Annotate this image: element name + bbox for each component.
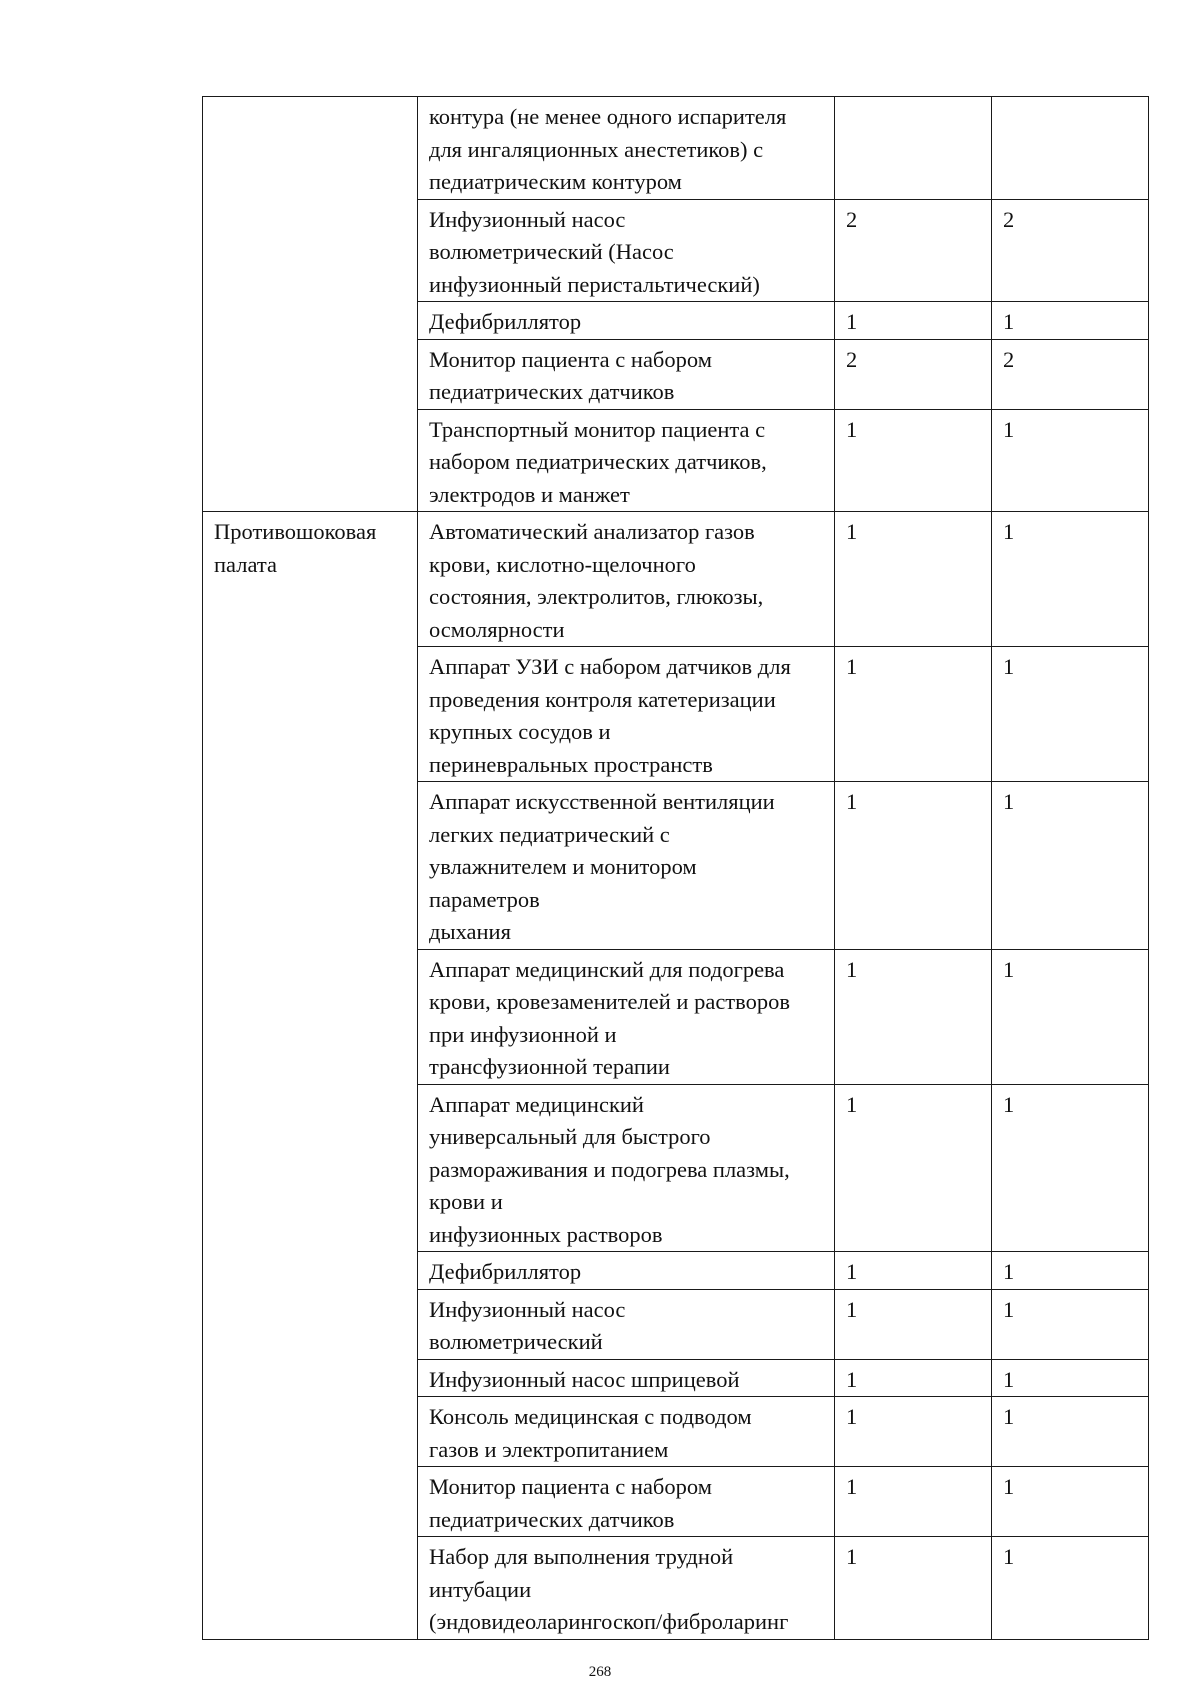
equipment-name-line: универсальный для быстрого	[429, 1124, 711, 1149]
equipment-name-cell	[418, 782, 835, 950]
room-name-line: Противошоковая	[214, 519, 377, 544]
equipment-name-line: легких педиатрический с	[429, 821, 670, 847]
equipment-name-line: Инфузионный насос	[429, 1296, 626, 1322]
table-row	[203, 97, 1149, 200]
quantity-cell: 1	[835, 1359, 992, 1397]
equipment-name-line: педиатрических датчиков	[429, 1506, 675, 1532]
document-page	[202, 96, 1148, 1640]
quantity-cell: 1	[992, 1537, 1149, 1640]
quantity-cell: 2	[835, 339, 992, 409]
equipment-name-line: Монитор пациента с набором	[429, 1474, 712, 1499]
equipment-name-line: Дефибриллятор	[429, 309, 582, 334]
quantity-cell: 1	[992, 1289, 1149, 1359]
equipment-name-line: Монитор пациента с набором	[429, 346, 712, 372]
equipment-name-cell	[418, 1084, 835, 1252]
equipment-name-line: Транспортный монитор пациента с	[429, 416, 766, 442]
equipment-name-cell	[418, 512, 835, 647]
equipment-name-line: крови и	[429, 1189, 503, 1214]
equipment-name-line: проведения контроля катетеризации	[429, 686, 776, 712]
equipment-name-line: Аппарат медицинский	[429, 1091, 644, 1117]
quantity-cell: 1	[835, 302, 992, 340]
equipment-table-body	[203, 97, 1149, 1640]
equipment-name-line: осмолярности	[429, 616, 565, 642]
quantity-cell: 1	[835, 409, 992, 512]
equipment-name-line: при инфузионной и	[429, 1021, 617, 1047]
equipment-name-line: педиатрическим контуром	[429, 169, 682, 194]
equipment-name-line: (эндовидеоларингоскоп/фиброларинг	[429, 1609, 789, 1634]
equipment-table	[202, 96, 1149, 1640]
quantity-cell: 1	[992, 782, 1149, 950]
quantity-cell: 1	[992, 1359, 1149, 1397]
equipment-name-cell	[418, 409, 835, 512]
equipment-name-line: Консоль медицинская с подводом	[429, 1404, 752, 1429]
equipment-name-line: Дефибриллятор	[429, 1259, 582, 1284]
equipment-name-cell	[418, 647, 835, 782]
quantity-cell: 1	[992, 302, 1149, 340]
quantity-cell: 1	[835, 949, 992, 1084]
page-number: 268	[588, 1664, 612, 1680]
equipment-name-line: Инфузионный насос шприцевой	[429, 1366, 740, 1392]
quantity-cell: 1	[992, 949, 1149, 1084]
equipment-name-line: периневральных пространств	[429, 751, 713, 777]
quantity-cell: 1	[835, 647, 992, 782]
equipment-name-line: волюметрический	[429, 1329, 603, 1354]
equipment-name-line: Аппарат искусственной вентиляции	[429, 789, 775, 814]
equipment-name-line: инфузионный перистальтический)	[429, 271, 760, 297]
equipment-name-cell	[418, 339, 835, 409]
equipment-name-line: увлажнителем и монитором	[429, 854, 697, 879]
quantity-cell: 1	[992, 512, 1149, 647]
equipment-name-cell	[418, 1397, 835, 1467]
equipment-name-line: волюметрический (Насос	[429, 239, 674, 264]
quantity-cell: 1	[835, 512, 992, 647]
equipment-name-cell	[418, 1467, 835, 1537]
equipment-name-line: Аппарат медицинский для подогрева	[429, 956, 785, 982]
equipment-name-line: размораживания и подогрева плазмы,	[429, 1156, 790, 1182]
equipment-name-line: состояния, электролитов, глюкозы,	[429, 584, 764, 609]
equipment-name-cell	[418, 199, 835, 302]
equipment-name-line: педиатрических датчиков	[429, 379, 675, 404]
equipment-name-line: Аппарат УЗИ с набором датчиков для	[429, 654, 791, 679]
equipment-name-cell	[418, 1359, 835, 1397]
table-row	[203, 512, 1149, 647]
quantity-cell: 1	[835, 1084, 992, 1252]
quantity-cell: 1	[835, 1289, 992, 1359]
equipment-name-cell	[418, 1537, 835, 1640]
equipment-name-line: Набор для выполнения трудной	[429, 1544, 734, 1569]
equipment-name-line: крупных сосудов и	[429, 719, 611, 744]
quantity-cell: 1	[992, 409, 1149, 512]
equipment-name-line: Инфузионный насос	[429, 206, 626, 232]
quantity-cell: 1	[992, 1252, 1149, 1290]
room-name-line: палата	[214, 551, 277, 577]
quantity-cell: 1	[992, 647, 1149, 782]
quantity-cell: 1	[992, 1467, 1149, 1537]
equipment-name-line: контура (не менее одного испарителя	[429, 104, 787, 129]
room-cell	[203, 512, 418, 1640]
equipment-name-line: дыхания	[429, 919, 511, 944]
quantity-cell: 1	[835, 1252, 992, 1290]
equipment-name-line: трансфузионной терапии	[429, 1054, 670, 1079]
equipment-name-cell	[418, 97, 835, 200]
equipment-name-cell	[418, 1252, 835, 1290]
equipment-name-line: инфузионных растворов	[429, 1221, 663, 1247]
equipment-name-line: параметров	[429, 886, 540, 912]
equipment-name-line: крови, кровезаменителей и растворов	[429, 989, 790, 1014]
quantity-cell	[992, 97, 1149, 200]
quantity-cell: 1	[992, 1397, 1149, 1467]
equipment-name-line: интубации	[429, 1576, 532, 1602]
quantity-cell: 2	[992, 199, 1149, 302]
equipment-name-line: крови, кислотно-щелочного	[429, 551, 696, 577]
equipment-name-line: газов и электропитанием	[429, 1436, 669, 1462]
equipment-name-line: Автоматический анализатор газов	[429, 519, 755, 544]
quantity-cell: 1	[835, 1397, 992, 1467]
quantity-cell: 1	[992, 1084, 1149, 1252]
quantity-cell: 1	[835, 1467, 992, 1537]
equipment-name-cell	[418, 1289, 835, 1359]
quantity-cell: 1	[835, 782, 992, 950]
quantity-cell	[835, 97, 992, 200]
equipment-name-cell	[418, 949, 835, 1084]
equipment-name-cell	[418, 302, 835, 340]
room-cell	[203, 97, 418, 512]
equipment-name-line: набором педиатрических датчиков,	[429, 449, 767, 474]
quantity-cell: 2	[992, 339, 1149, 409]
quantity-cell: 2	[835, 199, 992, 302]
equipment-name-line: электродов и манжет	[429, 481, 630, 507]
equipment-name-line: для ингаляционных анестетиков) с	[429, 136, 764, 162]
quantity-cell: 1	[835, 1537, 992, 1640]
